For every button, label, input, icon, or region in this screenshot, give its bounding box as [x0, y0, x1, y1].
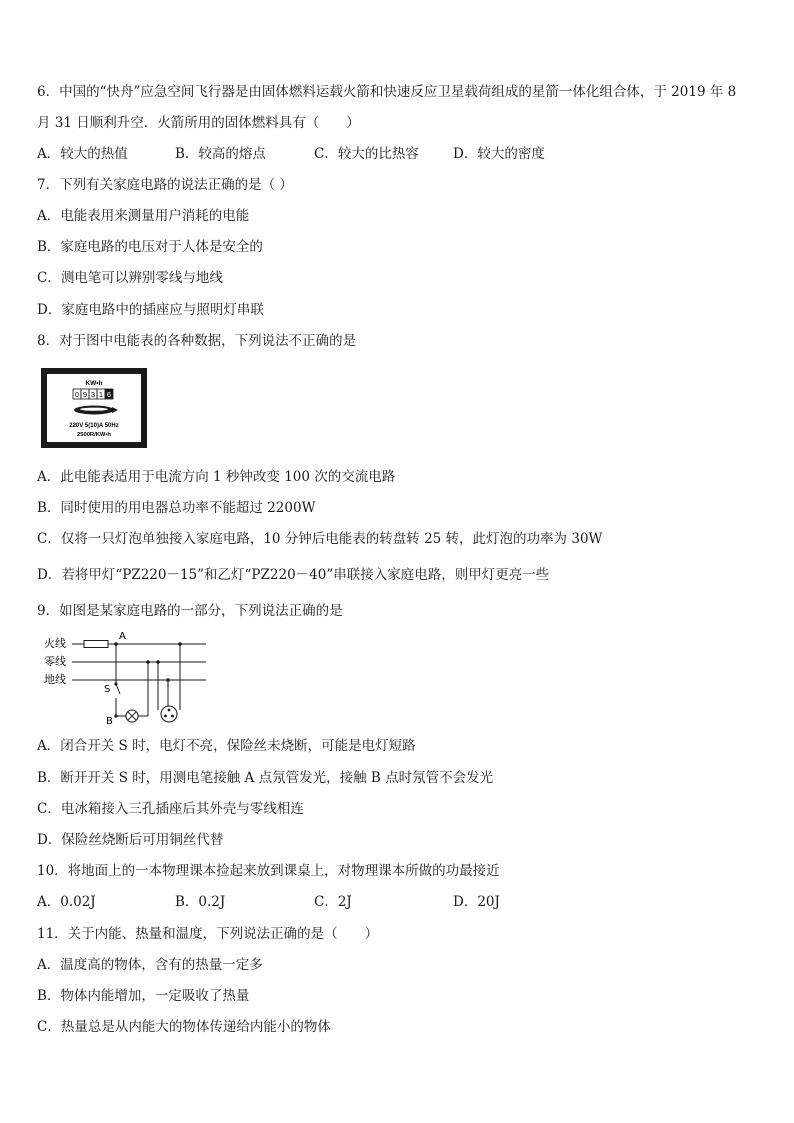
q8-option-c: C．仅将一只灯泡单独接入家庭电路，10 分钟后电能表的转盘转 25 转，此灯泡的功率为 30W: [37, 531, 603, 547]
q10-option-d: D．20J: [453, 894, 500, 910]
switch-label: S: [104, 684, 111, 695]
three-pin-socket-icon: [161, 706, 177, 722]
q10-option-a: A．0.02J: [37, 894, 96, 910]
switch-icon: [116, 684, 120, 694]
q7-option-b: B．家庭电路的电压对于人体是安全的: [37, 239, 263, 255]
meter-spec: 220V 5(10)A 50Hz: [69, 423, 119, 429]
q11-option-b: B．物体内能增加，一定吸收了热量: [37, 988, 250, 1004]
circuit-diagram: [40, 628, 210, 726]
q7-option-d: D．家庭电路中的插座应与照明灯串联: [37, 302, 264, 318]
electric-meter-figure: [40, 367, 148, 449]
q7-stem: 7．下列有关家庭电路的说法正确的是（ ）: [37, 177, 293, 193]
q8-stem: 8．对于图中电能表的各种数据，下列说法不正确的是: [37, 333, 357, 349]
q6-option-c: C．较大的比热容: [314, 146, 419, 162]
fuse-icon: [84, 641, 108, 648]
label-ground-wire: 地线: [44, 673, 66, 686]
q10-stem: 10．将地面上的一本物理课本捡起来放到课桌上，对物理课本所做的功最接近: [37, 863, 500, 879]
q10-option-b: B．0.2J: [175, 894, 226, 910]
label-live-wire: 火线: [44, 637, 66, 650]
q11-option-c: C．热量总是从内能大的物体传递给内能小的物体: [37, 1019, 331, 1035]
q9-option-b: B．断开开关 S 时，用测电笔接触 A 点氖管发光，接触 B 点时氖管不会发光: [37, 770, 494, 786]
q7-option-c: C．测电笔可以辨别零线与地线: [37, 270, 223, 286]
q6-option-b: B．较高的熔点: [175, 146, 266, 162]
q11-stem: 11．关于内能、热量和温度，下列说法正确的是（ ）: [37, 926, 379, 942]
q8-option-d: D．若将甲灯“PZ220－15”和乙灯“PZ220－40”串联接入家庭电路，则甲灯更亮一些: [37, 567, 550, 583]
meter-digit-3: 3: [90, 390, 96, 399]
q9-stem: 9．如图是某家庭电路的一部分，下列说法正确的是: [37, 603, 343, 619]
q8-option-a: A．此电能表适用于电流方向 1 秒钟改变 100 次的交流电路: [37, 469, 396, 485]
meter-digit-5: 6: [106, 390, 112, 399]
q11-option-a: A．温度高的物体，含有的热量一定多: [37, 957, 263, 973]
q10-option-c: C．2J: [314, 894, 352, 910]
q9-option-a: A．闭合开关 S 时，电灯不亮，保险丝未烧断，可能是电灯短路: [37, 738, 416, 754]
point-b-label: B: [106, 716, 113, 726]
label-neutral-wire: 零线: [44, 655, 66, 668]
q7-option-a: A．电能表用来测量用户消耗的电能: [37, 208, 250, 224]
meter-revolutions: 2500R/KW•h: [77, 432, 111, 438]
q6-option-d: D．较大的密度: [453, 146, 545, 162]
q6-stem-line2: 月 31 日顺利升空．火箭所用的固体燃料具有（ ）: [37, 115, 360, 131]
q6-stem-line1: 6．中国的“快舟”应急空间飞行器是由固体燃料运载火箭和快速反应卫星载荷组成的星箭一体化组合体，于 2019 年 8: [37, 84, 737, 100]
point-a-label: A: [119, 631, 126, 642]
meter-unit: KW•h: [85, 380, 103, 387]
meter-digit-1: 0: [74, 390, 80, 399]
q6-option-a: A．较大的热值: [37, 146, 128, 162]
meter-digit-2: 9: [82, 390, 88, 399]
q9-option-d: D．保险丝烧断后可用铜丝代替: [37, 832, 224, 848]
q9-option-c: C．电冰箱接入三孔插座后其外壳与零线相连: [37, 801, 304, 817]
meter-digit-4: 1: [98, 390, 104, 399]
q8-option-b: B．同时使用的用电器总功率不能超过 2200W: [37, 500, 316, 516]
